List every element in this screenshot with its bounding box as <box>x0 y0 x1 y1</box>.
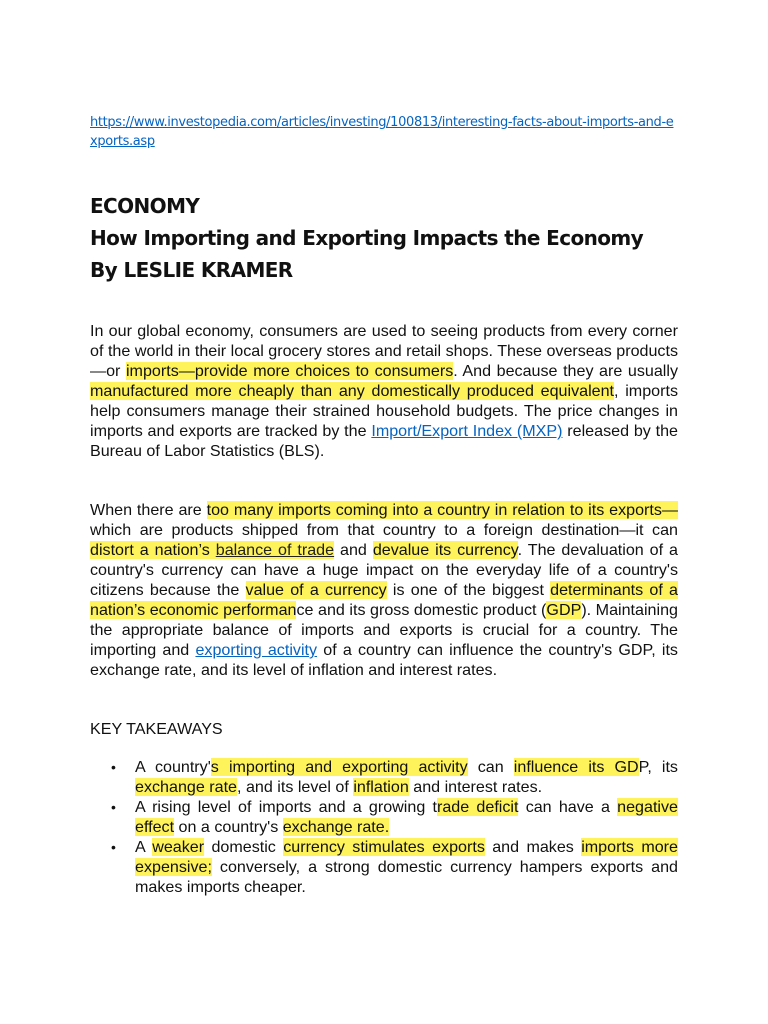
highlighted-text: than any domestically produced equivalent <box>300 382 615 400</box>
takeaway-item-3 <box>111 837 678 897</box>
text-run: on a country's <box>174 818 283 836</box>
trade-balance-paragraph <box>90 500 678 680</box>
highlighted-text: rade deficit <box>436 798 519 816</box>
text-run: and makes <box>484 838 582 856</box>
text-run: of a country can influence the country's GDP, its exchange rate, and its level of inflation and interest rates. <box>90 641 678 679</box>
text-run: released by the Bureau of Labor Statistics (BLS). <box>90 422 678 460</box>
highlighted-text: GDP <box>546 601 582 619</box>
highlighted-text: s importing and exporting activity <box>210 758 468 776</box>
highlighted-text: influence its GD <box>513 758 639 776</box>
text-run: ce and its gross domestic product ( <box>296 601 547 619</box>
text-run: and interest rates. <box>408 778 543 796</box>
highlighted-text: negative effect <box>135 798 679 836</box>
text-run: . And because they are usually <box>453 362 678 380</box>
text-run: When there are <box>90 501 207 519</box>
takeaway-text <box>135 758 678 796</box>
text-run: A <box>135 838 153 856</box>
takeaway-item-1 <box>111 757 678 797</box>
article-heading <box>90 190 690 286</box>
bullet-icon: • <box>111 799 116 815</box>
text-run: and <box>334 541 373 559</box>
highlighted-text: imports more expensive; <box>135 838 678 876</box>
text-run: , imports help consumers manage their strained household budgets. The price changes in imports and exports are tracked by the <box>90 382 678 440</box>
key-takeaways-title: KEY TAKEAWAYS <box>90 720 223 738</box>
highlighted-text: exchange rate. <box>282 818 390 836</box>
highlighted-text: imports—provide more choices to consumers <box>125 362 454 380</box>
takeaway-item-2 <box>111 797 679 837</box>
text-run: , and its level of <box>237 778 354 796</box>
takeaway-text <box>135 838 678 896</box>
article-byline: By LESLIE KRAMER <box>90 258 293 282</box>
inline-link[interactable]: Import/Export Index (MXP) <box>371 422 563 440</box>
text-run: is one of the biggest <box>386 581 551 599</box>
highlighted-text: weaker <box>152 838 205 856</box>
intro-paragraph <box>90 321 678 461</box>
text-run: ). Maintaining the appropriate balance of imports and exports is crucial for a country. The importing and <box>90 601 678 659</box>
source-url-link[interactable]: https://www.investopedia.com/articles/investing/100813/interesting-facts-about-imports-and-exports.asp <box>90 115 674 149</box>
text-run: A country' <box>135 758 211 776</box>
highlighted-text: manufactured more cheaply <box>90 382 301 400</box>
bullet-icon: • <box>111 759 116 775</box>
article-title: How Importing and Exporting Impacts the Economy <box>90 226 644 250</box>
highlighted-text: value of a currency <box>245 581 387 599</box>
text-run: A rising level of imports and a growing t <box>135 798 437 816</box>
highlighted-text: devalue its currency <box>372 541 518 559</box>
text-run: can <box>467 758 514 776</box>
text-run: can have a <box>518 798 618 816</box>
inline-link[interactable]: balance of trade <box>215 541 335 559</box>
bullet-icon: • <box>111 839 116 855</box>
text-run: In our global economy, consumers are used to seeing products from every corner of the world in their local grocery stores and retail shops. These overseas products—or <box>90 322 678 380</box>
highlighted-text: distort a nation’s <box>90 541 216 559</box>
key-takeaways-list <box>111 757 679 897</box>
inline-link[interactable]: exporting activity <box>195 641 318 659</box>
highlighted-text: determinants of a nation’s economic performan <box>90 581 678 619</box>
takeaway-text <box>135 798 678 836</box>
text-run: . The devaluation of a country's currency can have a huge impact on the everyday life of a country's citizens because the <box>90 541 678 599</box>
text-run: which are products shipped from that country to a foreign destination—it can <box>90 521 678 539</box>
highlighted-text: currency stimulates exports <box>283 838 485 856</box>
section-label: ECONOMY <box>90 194 200 218</box>
text-run: conversely, a strong domestic currency hampers exports and makes imports cheaper. <box>135 858 678 896</box>
text-run: P, its <box>638 758 678 776</box>
highlighted-text: too many imports coming into a country in relation to its exports— <box>206 501 678 519</box>
text-run: domestic <box>204 838 284 856</box>
highlighted-text: exchange rate <box>135 778 238 796</box>
highlighted-text: inflation <box>353 778 409 796</box>
